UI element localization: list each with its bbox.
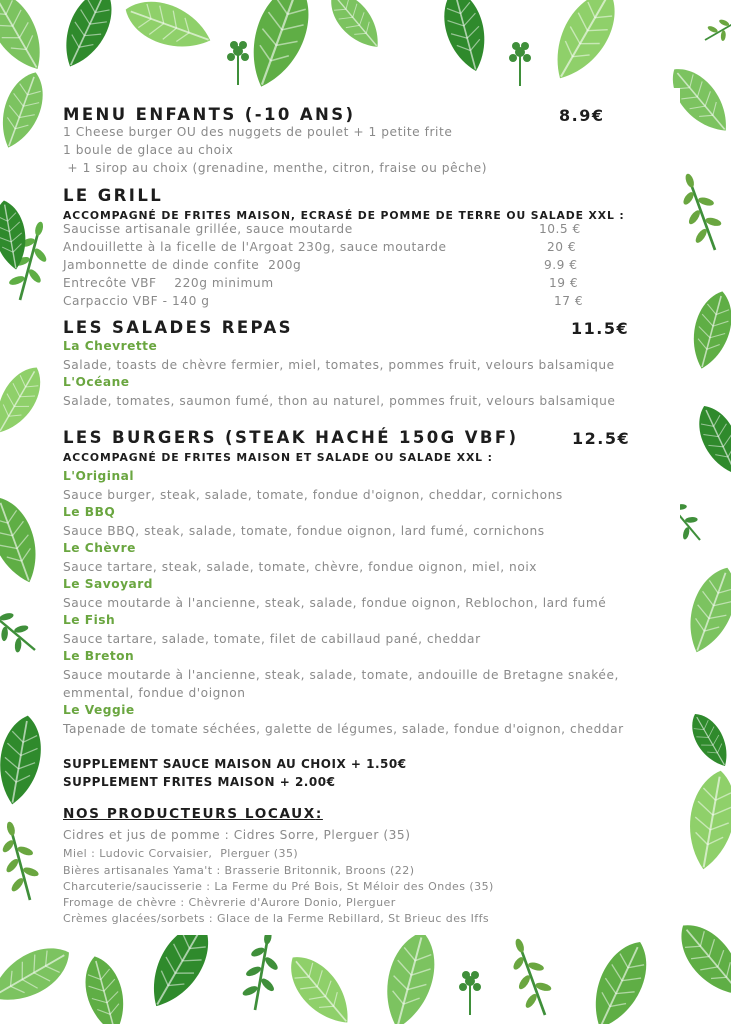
kids-menu-line: + 1 sirop au choix (grenadine, menthe, citron, fraise ou pêche) (63, 161, 487, 175)
producers-title (63, 806, 323, 822)
burger-name: Le BBQ (63, 505, 116, 519)
salads-price: 11.5€ (571, 319, 630, 338)
producer-line: Cidres et jus de pomme : Cidres Sorre, Plerguer (35) (63, 828, 411, 842)
grill-item-price: 9.9 € (544, 258, 578, 272)
burger-desc: emmental, fondue d'oignon (63, 686, 246, 700)
burger-desc: Tapenade de tomate séchées, galette de légumes, salade, fondue d'oignon, cheddar (63, 722, 624, 736)
salad-desc: Salade, tomates, saumon fumé, thon au naturel, pommes fruit, velours balsamique (63, 394, 616, 408)
grill-item-price: 20 € (547, 240, 577, 254)
burger-desc: Sauce BBQ, steak, salade, tomate, fondue oignon, lard fumé, cornichons (63, 524, 545, 538)
salads-title: LES SALADES REPAS (63, 318, 293, 337)
producers-title-text: NOS PRODUCTEURS LOCAUX (63, 806, 316, 822)
kids-menu-price: 8.9€ (559, 106, 605, 125)
producer-line: Bières artisanales Yama't : Brasserie Britonnik, Broons (22) (63, 864, 415, 877)
burger-desc: Sauce moutarde à l'ancienne, steak, salade, fondue oignon, Reblochon, lard fumé (63, 596, 607, 610)
producer-line: Miel : Ludovic Corvaisier, Plerguer (35) (63, 847, 299, 860)
burger-name: Le Fish (63, 613, 116, 627)
supplement-line: SUPPLEMENT SAUCE MAISON AU CHOIX + 1.50€ (63, 757, 407, 771)
producer-line: Crèmes glacées/sorbets : Glace de la Ferme Rebillard, St Brieuc des Iffs (63, 912, 490, 925)
salad-name: L'Océane (63, 375, 130, 389)
salad-name: La Chevrette (63, 339, 158, 353)
burgers-subtitle: ACCOMPAGNÉ DE FRITES MAISON ET SALADE OU SALADE XXL : (63, 451, 493, 464)
burger-desc: Sauce moutarde à l'ancienne, steak, salade, tomate, andouille de Bretagne snakée, (63, 668, 619, 682)
grill-item-price: 10.5 € (539, 222, 581, 236)
salad-desc: Salade, toasts de chèvre fermier, miel, tomates, pommes fruit, velours balsamique (63, 358, 615, 372)
producers-title-colon: : (315, 806, 323, 822)
burger-name: Le Veggie (63, 703, 135, 717)
burger-name: L'Original (63, 469, 135, 483)
burger-desc: Sauce tartare, salade, tomate, filet de cabillaud pané, cheddar (63, 632, 481, 646)
kids-menu-title: MENU ENFANTS (-10 ANS) (63, 105, 356, 124)
grill-item-price: 19 € (549, 276, 579, 290)
producer-line: Fromage de chèvre : Chèvrerie d'Aurore Donio, Plerguer (63, 896, 396, 909)
grill-item: Entrecôte VBF 220g minimum (63, 276, 274, 290)
kids-menu-line: 1 Cheese burger OU des nuggets de poulet + 1 petite frite (63, 125, 453, 139)
grill-subtitle: ACCOMPAGNÉ DE FRITES MAISON, ECRASÉ DE POMME DE TERRE OU SALADE XXL : (63, 209, 625, 222)
burgers-price: 12.5€ (572, 429, 631, 448)
kids-menu-line: 1 boule de glace au choix (63, 143, 234, 157)
burger-name: Le Breton (63, 649, 135, 663)
producer-line: Charcuterie/saucisserie : La Ferme du Pré Bois, St Méloir des Ondes (35) (63, 880, 494, 893)
burger-name: Le Chèvre (63, 541, 136, 555)
grill-item: Carpaccio VBF - 140 g (63, 294, 210, 308)
burger-desc: Sauce burger, steak, salade, tomate, fondue d'oignon, cheddar, cornichons (63, 488, 563, 502)
burger-name: Le Savoyard (63, 577, 153, 591)
supplement-line: SUPPLEMENT FRITES MAISON + 2.00€ (63, 775, 336, 789)
burgers-title: LES BURGERS (STEAK HACHÉ 150G VBF) (63, 428, 519, 447)
grill-item: Jambonnette de dinde confite 200g (63, 258, 302, 272)
burger-desc: Sauce tartare, steak, salade, tomate, chèvre, fondue oignon, miel, noix (63, 560, 538, 574)
grill-item: Saucisse artisanale grillée, sauce moutarde (63, 222, 353, 236)
grill-item-price: 17 € (554, 294, 584, 308)
grill-item: Andouillette à la ficelle de l'Argoat 230g, sauce moutarde (63, 240, 447, 254)
grill-title: LE GRILL (63, 186, 164, 205)
